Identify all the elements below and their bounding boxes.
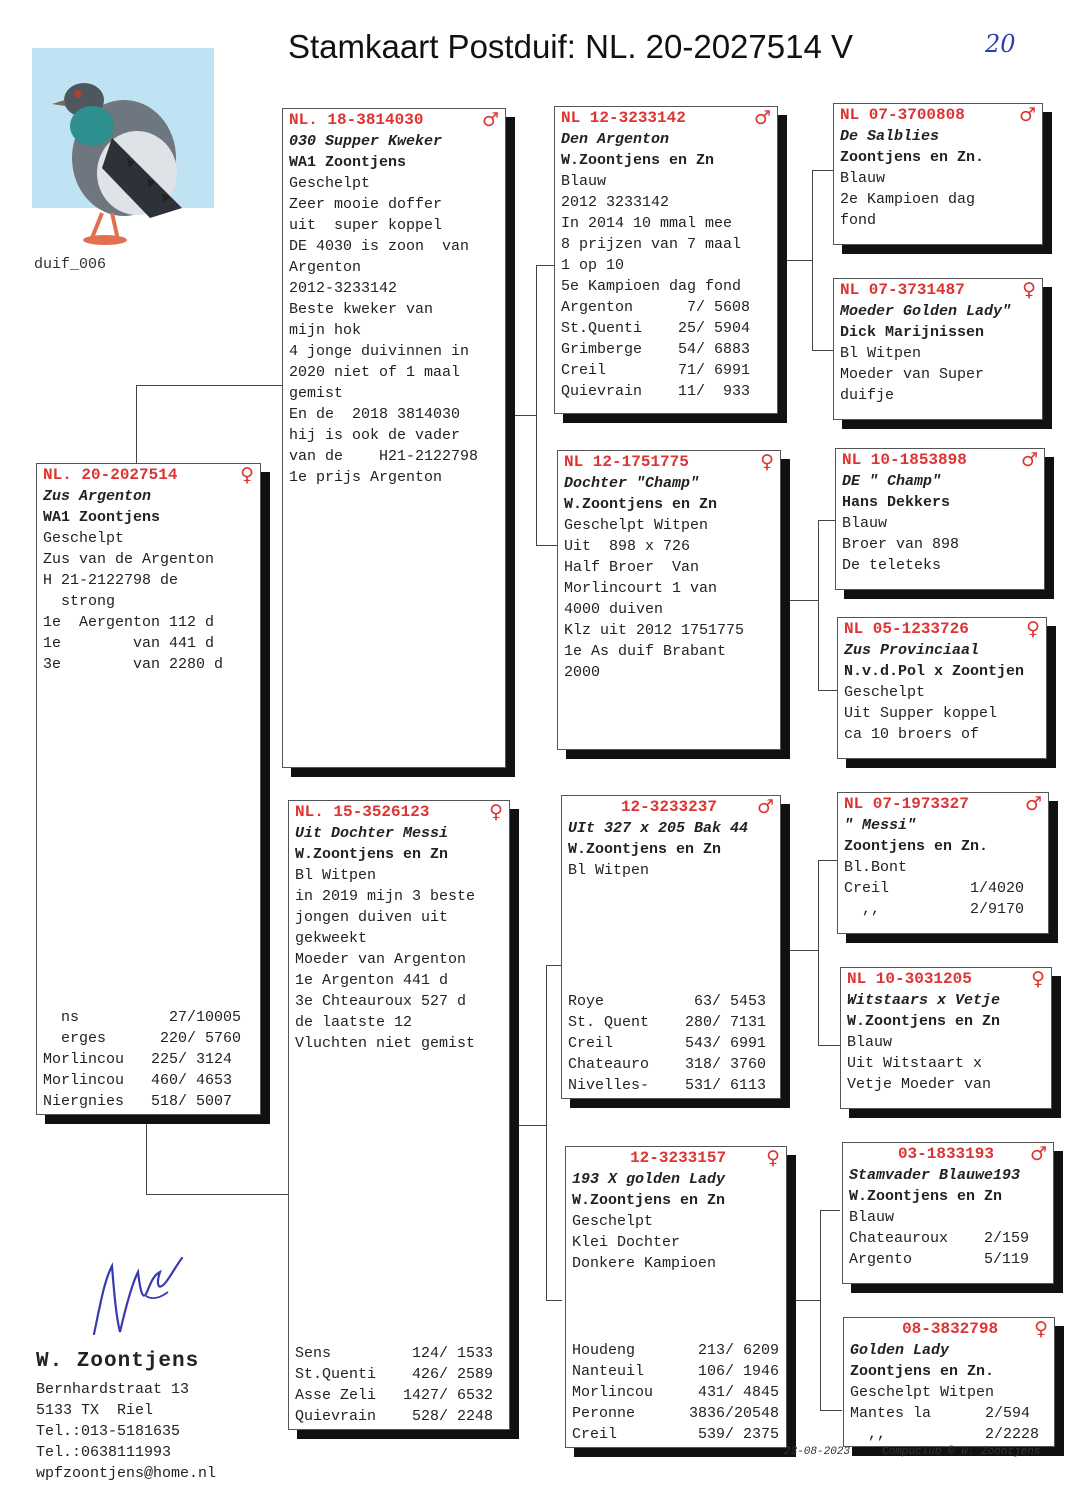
pedigree-card-mmf <box>842 1142 1054 1284</box>
race-result: Nanteuil 106/ 1946 <box>572 1363 780 1380</box>
connector-line <box>786 260 812 261</box>
info-line: Bl.Bont <box>844 859 908 876</box>
breeder-name: W.Zoontjens en Zn <box>847 1013 1001 1030</box>
pedigree-card-fmf <box>835 448 1045 590</box>
pigeon-name: Zus Provinciaal <box>844 642 980 659</box>
owner-address: Bernhardstraat 13 <box>36 1381 190 1398</box>
female-icon: ♀ <box>1022 279 1036 301</box>
breeder-name: W.Zoontjens en Zn <box>564 496 718 513</box>
card-lines <box>850 1340 1048 1445</box>
card-header <box>568 796 774 818</box>
info-line: fond <box>840 212 877 229</box>
info-line: van de H21-2122798 <box>289 448 479 465</box>
race-result: Chateauro 318/ 3760 <box>568 1056 767 1073</box>
owner-mobile: Tel.:0638111993 <box>36 1444 172 1461</box>
connector-line <box>812 170 834 171</box>
info-line: Argento 5/119 <box>849 1251 1030 1268</box>
connector-line <box>546 1300 562 1301</box>
info-line: 1e van 441 d <box>43 635 215 652</box>
info-line: St.Quenti 25/ 5904 <box>561 320 751 337</box>
breeder-name: Zoontjens en Zn. <box>840 149 985 166</box>
pigeon-name: Dochter "Champ" <box>564 475 700 492</box>
pedigree-card-mf <box>561 795 781 1099</box>
breeder-name: WA1 Zoontjens <box>289 154 407 171</box>
ring-number: 03-1833193 <box>897 1144 994 1163</box>
breeder-name: Dick Marijnissen <box>840 324 985 341</box>
race-result: Asse Zeli 1427/ 6532 <box>295 1387 494 1404</box>
connector-line <box>546 965 562 966</box>
ring-number: NL. 20-2027514 <box>43 465 178 484</box>
ring-number: 12-3233237 <box>620 797 717 816</box>
info-line: Vetje Moeder van <box>847 1076 992 1093</box>
connector-line <box>812 350 834 351</box>
card-header <box>847 968 1045 990</box>
info-line: Quievrain 11/ 933 <box>561 383 751 400</box>
female-icon: ♀ <box>766 1147 780 1169</box>
breeder-name: Zoontjens en Zn. <box>850 1363 995 1380</box>
pigeon-name: Uit Dochter Messi <box>295 825 449 842</box>
info-line: Zeer mooie doffer <box>289 196 443 213</box>
info-line: gemist <box>289 385 344 402</box>
info-line: Bl Witpen <box>568 862 650 879</box>
card-results <box>295 1343 503 1427</box>
info-line: In 2014 10 mmal mee <box>561 215 733 232</box>
pedigree-card-ff <box>554 106 778 414</box>
race-result: St.Quenti 426/ 2589 <box>295 1366 494 1383</box>
card-header <box>572 1147 780 1169</box>
ring-number: NL. 18-3814030 <box>289 110 424 129</box>
card-lines <box>840 301 1036 406</box>
info-line: ,, 2/2228 <box>850 1426 1040 1443</box>
race-result: Morlincou 460/ 4653 <box>43 1072 233 1089</box>
connector-line <box>514 415 536 416</box>
page-number: 20 <box>985 30 1016 58</box>
male-icon: ♂ <box>1020 449 1038 471</box>
info-line: Mantes la 2/594 <box>850 1405 1031 1422</box>
info-line: Creil 1/4020 <box>844 880 1025 897</box>
card-header <box>850 1318 1048 1340</box>
connector-line <box>820 1410 842 1411</box>
pigeon-name: UIt 327 x 205 Bak 44 <box>568 820 749 837</box>
card-lines <box>564 473 774 683</box>
info-line: gekweekt <box>295 930 368 947</box>
card-header <box>561 107 771 129</box>
race-result: Quievrain 528/ 2248 <box>295 1408 494 1425</box>
card-lines <box>847 990 1045 1095</box>
breeder-name: W.Zoontjens en Zn <box>561 152 715 169</box>
card-lines <box>43 486 254 675</box>
info-line: 1e prijs Argenton <box>289 469 443 486</box>
card-lines <box>289 131 499 488</box>
owner-city: 5133 TX Riel <box>36 1402 154 1419</box>
info-line: Chateauroux 2/159 <box>849 1230 1030 1247</box>
card-header <box>840 279 1036 301</box>
card-results <box>568 991 774 1096</box>
connector-line <box>536 265 556 266</box>
male-icon: ♂ <box>1018 104 1036 126</box>
ring-number: NL. 15-3526123 <box>295 802 430 821</box>
connector-line <box>790 600 818 601</box>
female-icon: ♀ <box>240 464 254 486</box>
pigeon-name: De Salblies <box>840 128 940 145</box>
card-lines <box>568 818 774 881</box>
info-line: Geschelpt Witpen <box>564 517 709 534</box>
breeder-name: Hans Dekkers <box>842 494 951 511</box>
pigeon-name: 193 X golden Lady <box>572 1171 726 1188</box>
breeder-name: W.Zoontjens en Zn <box>568 841 722 858</box>
race-result: Nivelles- 531/ 6113 <box>568 1077 767 1094</box>
info-line: jongen duiven uit <box>295 909 449 926</box>
connector-line <box>536 265 537 545</box>
info-line: Blauw <box>561 173 607 190</box>
breeder-name: W.Zoontjens en Zn <box>849 1188 1003 1205</box>
info-line: ,, 2/9170 <box>844 901 1025 918</box>
info-line: 1e Aergenton 112 d <box>43 614 215 631</box>
race-result: Sens 124/ 1533 <box>295 1345 494 1362</box>
connector-line <box>790 950 818 951</box>
race-result: Niergnies 518/ 5007 <box>43 1093 233 1110</box>
connector-line <box>820 1210 821 1410</box>
pedigree-card-fff <box>833 103 1043 245</box>
connector-line <box>818 860 838 861</box>
card-lines <box>572 1169 780 1274</box>
connector-line <box>818 1045 840 1046</box>
ring-number: NL 10-3031205 <box>847 969 972 988</box>
info-line: 3e van 2280 d <box>43 656 224 673</box>
pigeon-name: Witstaars x Vetje <box>847 992 1001 1009</box>
info-line: Geschelpt <box>289 175 371 192</box>
ring-number: 08-3832798 <box>902 1319 999 1338</box>
connector-line <box>812 170 813 350</box>
connector-line <box>136 385 137 463</box>
card-header <box>840 104 1036 126</box>
info-line: 4 jonge duivinnen in <box>289 343 470 360</box>
info-line: 3e Chteauroux 527 d <box>295 993 467 1010</box>
info-line: mijn hok <box>289 322 362 339</box>
info-line: Bl Witpen <box>840 345 922 362</box>
pigeon-name: Moeder Golden Lady" <box>840 303 1012 320</box>
info-line: 1e Argenton 441 d <box>295 972 449 989</box>
card-lines <box>295 823 503 1054</box>
info-line: de laatste 12 <box>295 1014 413 1031</box>
race-result: St. Quent 280/ 7131 <box>568 1014 767 1031</box>
race-result: Morlincou 225/ 3124 <box>43 1051 233 1068</box>
info-line: in 2019 mijn 3 beste <box>295 888 476 905</box>
connector-line <box>818 690 838 691</box>
info-line: Argenton 7/ 5608 <box>561 299 751 316</box>
pedigree-card-father <box>282 108 506 768</box>
info-line: Grimberge 54/ 6883 <box>561 341 751 358</box>
info-line: hij is ook de vader <box>289 427 461 444</box>
connector-line <box>146 1194 288 1195</box>
ring-number: NL 10-1853898 <box>842 450 967 469</box>
race-result: erges 220/ 5760 <box>43 1030 242 1047</box>
card-header <box>842 449 1038 471</box>
card-header <box>289 109 499 131</box>
pedigree-card-fmm <box>837 617 1047 759</box>
info-line: Moeder van Argenton <box>295 951 467 968</box>
pedigree-card-mother <box>288 800 510 1430</box>
male-icon: ♂ <box>756 796 774 818</box>
info-line: Donkere Kampioen <box>572 1255 717 1272</box>
male-icon: ♂ <box>1024 793 1042 815</box>
female-icon: ♀ <box>1034 1318 1048 1340</box>
info-line: Blauw <box>849 1209 895 1226</box>
pigeon-name: Zus Argenton <box>43 488 152 505</box>
connector-line <box>818 520 819 690</box>
info-line: Beste kweker van <box>289 301 434 318</box>
ring-number: NL 12-1751775 <box>564 452 689 471</box>
ring-number: 12-3233157 <box>630 1148 727 1167</box>
info-line: Vluchten niet gemist <box>295 1035 476 1052</box>
race-result: ns 27/10005 <box>43 1009 242 1026</box>
card-lines <box>844 640 1040 745</box>
pedigree-card-mm <box>565 1146 787 1448</box>
card-lines <box>840 126 1036 231</box>
card-header <box>43 464 254 486</box>
card-header <box>295 801 503 823</box>
race-result: Creil 543/ 6991 <box>568 1035 767 1052</box>
info-line: Klz uit 2012 1751775 <box>564 622 745 639</box>
info-line: Creil 71/ 6991 <box>561 362 751 379</box>
info-line: Uit Witstaart x <box>847 1055 983 1072</box>
pedigree-card-mmm <box>843 1317 1055 1447</box>
male-icon: ♂ <box>1029 1143 1047 1165</box>
info-line: Klei Dochter <box>572 1234 681 1251</box>
pigeon-name: Den Argenton <box>561 131 670 148</box>
info-line: Argenton <box>289 259 362 276</box>
pedigree-card-fm <box>557 450 781 750</box>
signature <box>86 1236 196 1346</box>
card-header <box>844 793 1042 815</box>
breeder-name: W.Zoontjens en Zn <box>295 846 449 863</box>
race-result: Houdeng 213/ 6209 <box>572 1342 780 1359</box>
info-line: Zus van de Argenton <box>43 551 215 568</box>
info-line: Blauw <box>840 170 886 187</box>
connector-line <box>536 545 558 546</box>
connector-line <box>518 1125 546 1126</box>
connector-line <box>546 965 547 1300</box>
male-icon: ♂ <box>753 107 771 129</box>
info-line: Geschelpt <box>572 1213 654 1230</box>
female-icon: ♀ <box>760 451 774 473</box>
card-lines <box>844 815 1042 920</box>
pigeon-name: Golden Lady <box>850 1342 950 1359</box>
pedigree-card-ffm <box>833 278 1043 420</box>
ring-number: NL 07-3731487 <box>840 280 965 299</box>
info-line: 4000 duiven <box>564 601 664 618</box>
pigeon-name: " Messi" <box>844 817 917 834</box>
info-line: Blauw <box>842 515 888 532</box>
pigeon-name: 030 Supper Kweker <box>289 133 443 150</box>
page-title: Stamkaart Postduif: NL. 20-2027514 V <box>288 28 853 65</box>
pigeon-name: Stamvader Blauwe193 <box>849 1167 1021 1184</box>
info-line: Geschelpt Witpen <box>850 1384 995 1401</box>
connector-line <box>818 860 819 1045</box>
card-lines <box>842 471 1038 576</box>
info-line: 2012-3233142 <box>289 280 398 297</box>
info-line: ca 10 broers of <box>844 726 980 743</box>
card-results <box>43 1007 254 1112</box>
pedigree-card-mff <box>837 792 1049 934</box>
info-line: Geschelpt <box>43 530 125 547</box>
info-line: 1 op 10 <box>561 257 625 274</box>
info-line: 8 prijzen van 7 maal <box>561 236 742 253</box>
card-header <box>844 618 1040 640</box>
info-line: strong <box>43 593 116 610</box>
female-icon: ♀ <box>1026 618 1040 640</box>
pigeon-photo <box>32 48 214 248</box>
photo-caption: duif_006 <box>34 256 107 273</box>
pedigree-card-mfm <box>840 967 1052 1109</box>
breeder-name: N.v.d.Pol x Zoontjen <box>844 663 1025 680</box>
info-line: Morlincourt 1 van <box>564 580 718 597</box>
connector-line <box>820 1210 840 1211</box>
connector-line <box>796 1300 820 1301</box>
info-line: Uit Supper koppel <box>844 705 998 722</box>
pedigree-card-subject <box>36 463 261 1115</box>
male-icon: ♂ <box>481 109 499 131</box>
owner-phone: Tel.:013-5181635 <box>36 1423 181 1440</box>
info-line: 2012 3233142 <box>561 194 670 211</box>
info-line: 5e Kampioen dag fond <box>561 278 742 295</box>
breeder-name: W.Zoontjens en Zn <box>572 1192 726 1209</box>
connector-line <box>818 520 836 521</box>
info-line: Moeder van Super <box>840 366 985 383</box>
info-line: Half Broer Van <box>564 559 700 576</box>
owner-block <box>36 1350 216 1484</box>
footer-credit: Compuclub © W. Zoontjens <box>882 1446 1041 1458</box>
info-line: 2000 <box>564 664 601 681</box>
footer-date: 23-08-2023 <box>784 1446 851 1458</box>
breeder-name: Zoontjens en Zn. <box>844 838 989 855</box>
race-result: Peronne 3836/20548 <box>572 1405 780 1422</box>
ring-number: NL 12-3233142 <box>561 108 686 127</box>
info-line: 2e Kampioen dag <box>840 191 976 208</box>
owner-email: wpfzoontjens@home.nl <box>36 1465 217 1482</box>
pigeon-name: DE " Champ" <box>842 473 942 490</box>
info-line: 2020 niet of 1 maal <box>289 364 461 381</box>
ring-number: NL 07-1973327 <box>844 794 969 813</box>
info-line: Uit 898 x 726 <box>564 538 691 555</box>
female-icon: ♀ <box>489 801 503 823</box>
info-line: En de 2018 3814030 <box>289 406 461 423</box>
connector-line <box>136 385 284 386</box>
info-line: Bl Witpen <box>295 867 377 884</box>
ring-number: NL 07-3700808 <box>840 105 965 124</box>
card-results <box>572 1340 780 1445</box>
ring-number: NL 05-1233726 <box>844 619 969 638</box>
connector-line <box>146 1124 147 1194</box>
info-line: duifje <box>840 387 895 404</box>
owner-name: W. Zoontjens <box>36 1350 200 1373</box>
race-result: Roye 63/ 5453 <box>568 993 767 1010</box>
info-line: uit super koppel <box>289 217 443 234</box>
card-lines <box>561 129 771 402</box>
race-result: Morlincou 431/ 4845 <box>572 1384 780 1401</box>
info-line: DE 4030 is zoon van <box>289 238 470 255</box>
info-line: H 21-2122798 de <box>43 572 179 589</box>
info-line: 1e As duif Brabant <box>564 643 727 660</box>
card-lines <box>849 1165 1047 1270</box>
info-line: Broer van 898 <box>842 536 960 553</box>
info-line: Geschelpt <box>844 684 926 701</box>
card-header <box>849 1143 1047 1165</box>
female-icon: ♀ <box>1031 968 1045 990</box>
race-result: Creil 539/ 2375 <box>572 1426 780 1443</box>
info-line: De teleteks <box>842 557 942 574</box>
card-header <box>564 451 774 473</box>
breeder-name: WA1 Zoontjens <box>43 509 161 526</box>
info-line: Blauw <box>847 1034 893 1051</box>
